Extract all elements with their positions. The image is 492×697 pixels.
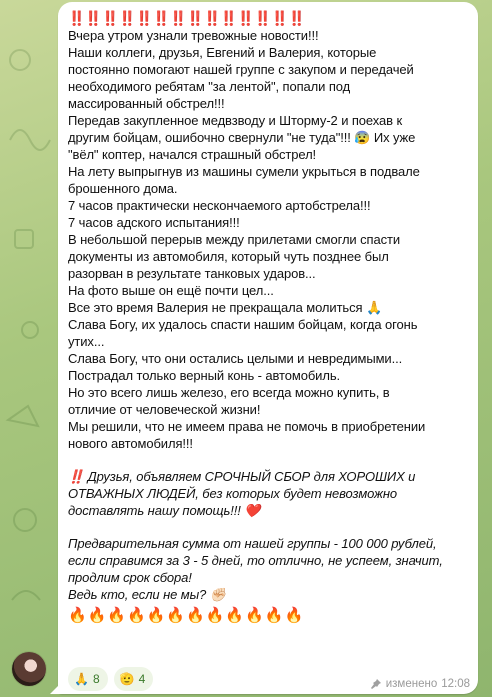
- message-line: Слава Богу, их удалось спасти нашим бойцам, когда огонь: [68, 317, 418, 332]
- message-line: ОТВАЖНЫХ ЛЮДЕЙ, без которых будет невозможно: [68, 486, 398, 501]
- reactions-bar: [68, 667, 153, 691]
- message-line: Но это всего лишь железо, его всегда можно купить, в: [68, 385, 390, 400]
- blank-line: [68, 452, 472, 468]
- message-line: Пострадал только верный конь - автомобиль.: [68, 368, 341, 383]
- message-line: ‼️ Друзья, объявляем СРОЧНЫЙ СБОР для ХОРОШИХ и: [68, 469, 416, 484]
- message-line: Ведь кто, если не мы? ✊🏻: [68, 587, 226, 602]
- message-line: Передав закупленное медвзводу и Шторму-2 и поехав к: [68, 113, 403, 128]
- message-line: Слава Богу, что они остались целыми и невредимыми...: [68, 351, 403, 366]
- message-line: документы из автомобиля, который чуть позднее был: [68, 249, 389, 264]
- message-line: брошенного дома.: [68, 181, 178, 196]
- message-line: В небольшой перерыв между прилетами смогли спасти: [68, 232, 400, 247]
- message-bubble: [58, 2, 478, 694]
- message-line: 7 часов практически нескончаемого артобстрела!!!: [68, 198, 371, 213]
- message-line: ‼️‼️‼️‼️‼️‼️‼️‼️‼️‼️‼️‼️‼️‼️: [68, 10, 306, 26]
- message-text: [68, 10, 472, 624]
- message-line: Предварительная сумма от нашей группы - 100 000 рублей,: [68, 536, 437, 551]
- message-line: Все это время Валерия не прекращала молиться 🙏: [68, 300, 383, 315]
- sender-avatar[interactable]: [12, 652, 46, 686]
- message-line: 7 часов адского испытания!!!: [68, 215, 240, 230]
- message-line: На лету выпрыгнув из машины сумели укрыться в подвале: [68, 164, 420, 179]
- blank-line: [68, 519, 472, 535]
- message-line: отличие от человеческой жизни!: [68, 402, 261, 417]
- message-line: продлим срок сбора!: [68, 570, 192, 585]
- message-line: "вёл" коптер, начался страшный обстрел!: [68, 147, 317, 162]
- message-line: На фото выше он ещё почти цел...: [68, 283, 274, 298]
- message-line: постоянно помогают нашей группе с закупом и передачей: [68, 62, 414, 77]
- salute-emoji-icon: 🫡: [119, 672, 135, 686]
- message-line: утих...: [68, 334, 105, 349]
- reaction-salute[interactable]: [114, 667, 154, 691]
- reaction-pray[interactable]: [68, 667, 108, 691]
- edited-label: изменено: [385, 678, 438, 690]
- pin-icon: [370, 678, 382, 690]
- message-line: другим бойцам, ошибочно свернули "не туда"!!! 😰 Их уже: [68, 130, 416, 145]
- reaction-count: 8: [92, 672, 100, 686]
- reaction-count: 4: [138, 672, 146, 686]
- message-line: Наши коллеги, друзья, Евгений и Валерия, которые: [68, 45, 377, 60]
- message-line: нового автомобиля!!!: [68, 436, 193, 451]
- message-line: Мы решили, что не имеем права не помочь в приобретении: [68, 419, 426, 434]
- pray-emoji-icon: 🙏: [74, 672, 89, 686]
- message-line: доставлять нашу помощь!!! ❤️: [68, 503, 261, 518]
- message-line: если справимся за 3 - 5 дней, то отлично, не успеем, значит,: [68, 553, 443, 568]
- message-line: Вчера утром узнали тревожные новости!!!: [68, 28, 319, 43]
- message-line: массированный обстрел!!!: [68, 96, 225, 111]
- message-line: разорван в результате танковых ударов...: [68, 266, 316, 281]
- message-time: 12:08: [441, 678, 470, 690]
- message-meta: [370, 678, 470, 690]
- message-line: необходимого ребятам "за лентой", попали под: [68, 79, 351, 94]
- fire-emoji-row: 🔥🔥🔥🔥🔥🔥🔥🔥🔥🔥🔥🔥: [68, 607, 305, 624]
